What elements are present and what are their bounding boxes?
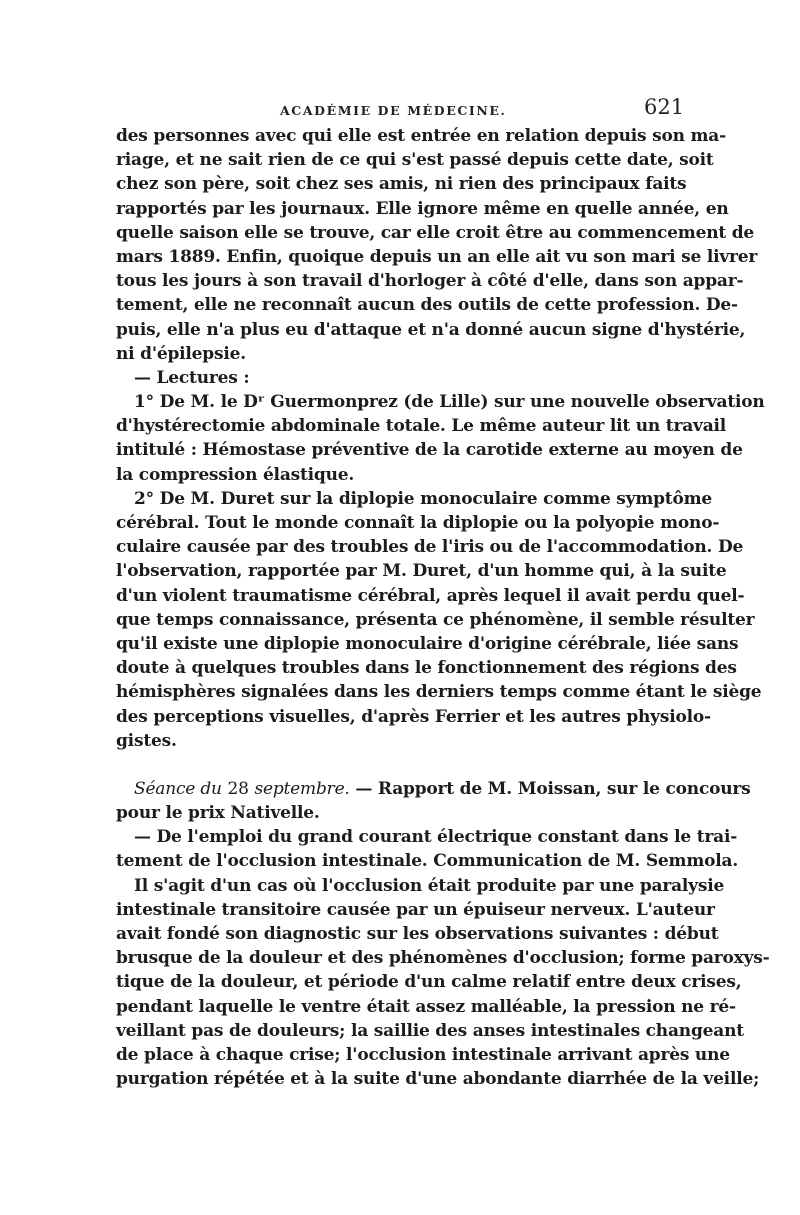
text-line: culaire causée par des troubles de l'iris ou de l'accommodation. De (116, 537, 744, 558)
text-line: 2° De M. Duret sur la diplopie monoculaire comme symptôme (134, 488, 713, 509)
text-line: purgation répétée et à la suite d'une abondante diarrhée de la veille; (116, 1069, 760, 1090)
text-line: intestinale transitoire causée par un épuiseur nerveux. L'auteur (116, 899, 715, 920)
text-line: brusque de la douleur et des phénomènes d'occlusion; forme paroxys- (116, 948, 770, 969)
text-line: qu'il existe une diplopie monoculaire d'origine cérébrale, liée sans (116, 633, 739, 654)
text-line: hémisphères signalées dans les derniers temps comme étant le siège (116, 682, 762, 703)
text-line: d'un violent traumatisme cérébral, après lequel il avait perdu quel- (116, 585, 745, 606)
lecture-item-2 (116, 487, 762, 753)
text-line: de place à chaque crise; l'occlusion intestinale arrivant après une (116, 1044, 730, 1065)
paragraph-continued (116, 124, 758, 366)
seance-heading-line (116, 777, 751, 801)
lecture-item-1 (116, 390, 765, 487)
text-line: d'hystérectomie abdominale totale. Le même auteur lit un travail (116, 416, 727, 437)
text-line: la compression élastique. (116, 464, 355, 485)
text-line: veillant pas de douleurs; la saillie des anses intestinales changeant (116, 1020, 744, 1041)
text-line: rapportés par les journaux. Elle ignore même en quelle année, en (116, 198, 729, 219)
seance-month: septembre. (254, 778, 350, 799)
text-line: des personnes avec qui elle est entrée en relation depuis son ma- (116, 126, 726, 146)
seance-rest: — Rapport de M. Moissan, sur le concours (355, 778, 751, 799)
text-line: pendant laquelle le ventre était assez malléable, la pression ne ré- (116, 996, 736, 1017)
running-title: ACADÉMIE DE MÉDECINE. (280, 103, 507, 118)
text-line: intitulé : Hémostase préventive de la carotide externe au moyen de (116, 440, 743, 461)
seance-day: 28 (227, 778, 249, 799)
text-line: riage, et ne sait rien de ce qui s'est passé depuis cette date, soit (116, 150, 714, 171)
text-line: puis, elle n'a plus eu d'attaque et n'a donné aucun signe d'hystérie, (116, 319, 746, 340)
text-line: pour le prix Nativelle. (116, 803, 320, 824)
text-line: que temps connaissance, présenta ce phénomène, il semble résulter (116, 609, 755, 630)
section-gap (116, 753, 684, 777)
text-line: Il s'agit d'un cas où l'occlusion était produite par une paralysie (134, 875, 725, 896)
text-line: tique de la douleur, et période d'un calme relatif entre deux crises, (116, 972, 742, 993)
text-line: mars 1889. Enfin, quoique depuis un an elle ait vu son mari se livrer (116, 246, 758, 267)
text-line: l'observation, rapportée par M. Duret, d'un homme qui, à la suite (116, 561, 727, 582)
seance-section (116, 777, 751, 825)
running-header (0, 95, 800, 127)
text-line: — De l'emploi du grand courant électrique constant dans le trai- (134, 827, 738, 848)
text-line: cérébral. Tout le monde connaît la diplopie ou la polyopie mono- (116, 513, 720, 533)
text-line: chez son père, soit chez ses amis, ni rien des principaux faits (116, 174, 687, 195)
text-line: tous les jours à son travail d'horloger à côté d'elle, dans son appar- (116, 271, 744, 292)
text-line: tement, elle ne reconnaît aucun des outils de cette profession. De- (116, 295, 738, 316)
paragraph-communication (116, 825, 739, 873)
text-line: avait fondé son diagnostic sur les observations suivantes : début (116, 924, 719, 944)
text-line: gistes. (116, 730, 177, 751)
paragraph-case (116, 874, 770, 1092)
page-number: 621 (644, 95, 685, 119)
lectures-heading: — Lectures : (134, 367, 250, 388)
body-text (116, 124, 770, 1091)
text-line: tement de l'occlusion intestinale. Communication de M. Semmola. (116, 851, 739, 872)
text-line: doute à quelques troubles dans le fonctionnement des régions des (116, 658, 737, 679)
seance-label: Séance du (134, 778, 222, 799)
text-line: ni d'épilepsie. (116, 343, 246, 364)
lectures-section (116, 366, 765, 753)
text-line: quelle saison elle se trouve, car elle croit être au commencement de (116, 222, 755, 243)
text-line: des perceptions visuelles, d'après Ferrier et les autres physiolo- (116, 706, 711, 727)
text-line: 1° De M. le Dʳ Guermonprez (de Lille) sur une nouvelle observation (134, 392, 765, 413)
